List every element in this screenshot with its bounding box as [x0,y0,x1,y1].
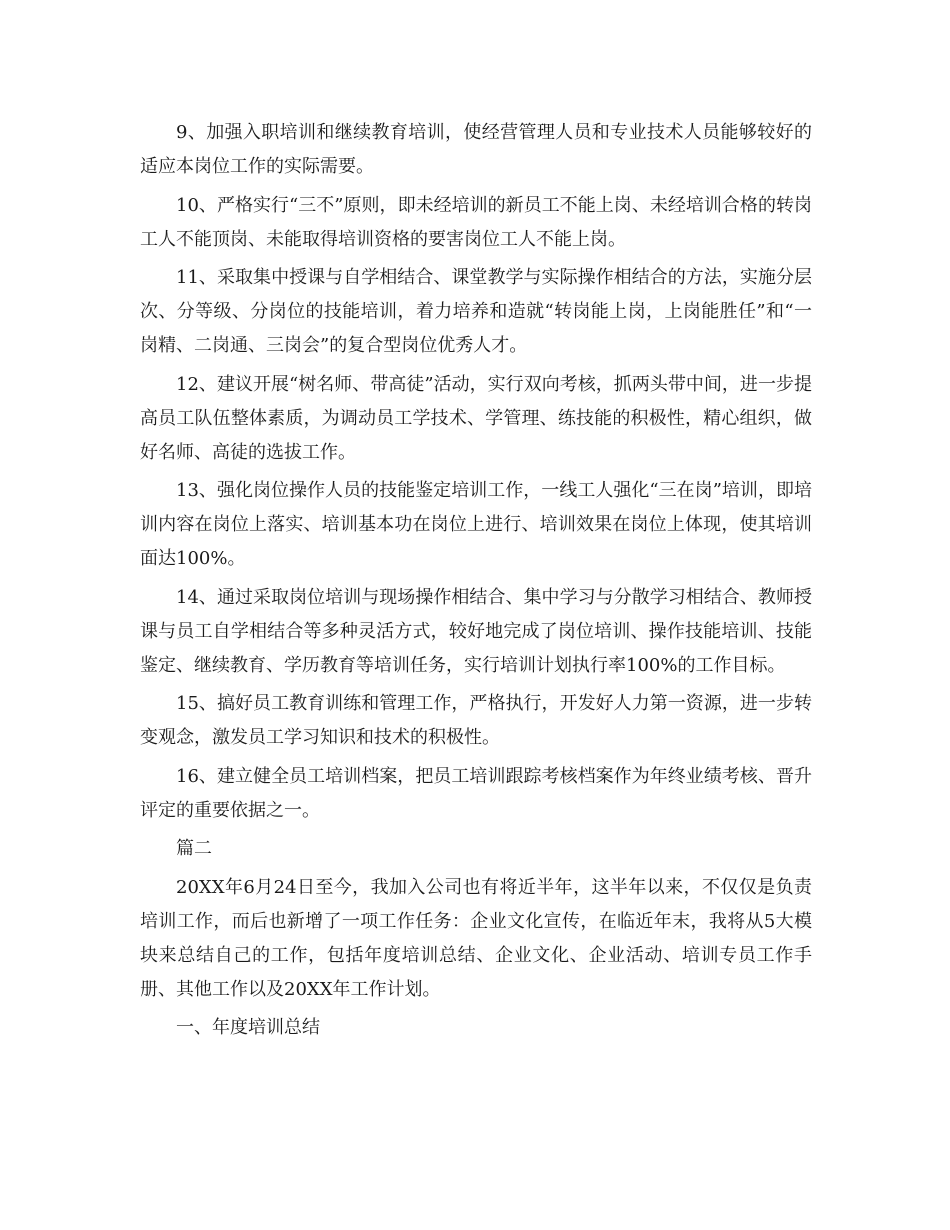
paragraph-item-16: 16、建立健全员工培训档案，把员工培训跟踪考核档案作为年终业绩考核、晋升评定的重要依据之一。 [140,765,812,821]
paragraph-item-10: 10、严格实行“三不”原则，即未经培训的新员工不能上岗、未经培训合格的转岗工人不能顶岗、未能取得培训资格的要害岗位工人不能上岗。 [140,194,812,250]
paragraph-item-9: 9、加强入职培训和继续教育培训，使经营管理人员和专业技术人员能够较好的适应本岗位工作的实际需要。 [140,122,812,177]
paragraph-item-11: 11、采取集中授课与自学相结合、课堂教学与实际操作相结合的方法，实施分层次、分等级、分岗位的技能培训，着力培养和造就“转岗能上岗，上岗能胜任”和“一岗精、二岗通、三岗会”的复合型岗位优秀人才。 [140,267,812,356]
section-title: 篇二 [176,838,212,859]
paragraph-item-15: 15、搞好员工教育训练和管理工作，严格执行，开发好人力第一资源，进一步转变观念，激发员工学习知识和技术的积极性。 [140,693,812,748]
paragraph-item-12: 12、建议开展“树名师、带高徒”活动，实行双向考核，抓两头带中间，进一步提高员工队伍整体素质，为调动员工学技术、学管理、练技能的积极性，精心组织，做好名师、高徒的选拔工作。 [140,373,812,463]
paragraph-item-14: 14、通过采取岗位培训与现场操作相结合、集中学习与分散学习相结合、教师授课与员工自学相结合等多种灵活方式，较好地完成了岗位培训、操作技能培训、技能鉴定、继续教育、学历教育等培训任务，实行培训计划执行率100%的工作目标。 [140,586,812,676]
intro-paragraph: 20XX年6月24日至今，我加入公司也有将近半年，这半年以来，不仅仅是负责培训工作，而后也新增了一项工作任务：企业文化宣传，在临近年末，我将从5大模块来总结自己的工作，包括年度培训总结、企业文化、企业活动、培训专员工作手册、其他工作以及20XX年工作计划。 [140,876,812,1000]
subheading: 一、年度培训总结 [176,1017,320,1038]
document-body [140,116,812,1050]
paragraph-item-13: 13、强化岗位操作人员的技能鉴定培训工作，一线工人强化“三在岗”培训，即培训内容在岗位上落实、培训基本功在岗位上进行、培训效果在岗位上体现，使其培训面达100%。 [140,480,812,569]
